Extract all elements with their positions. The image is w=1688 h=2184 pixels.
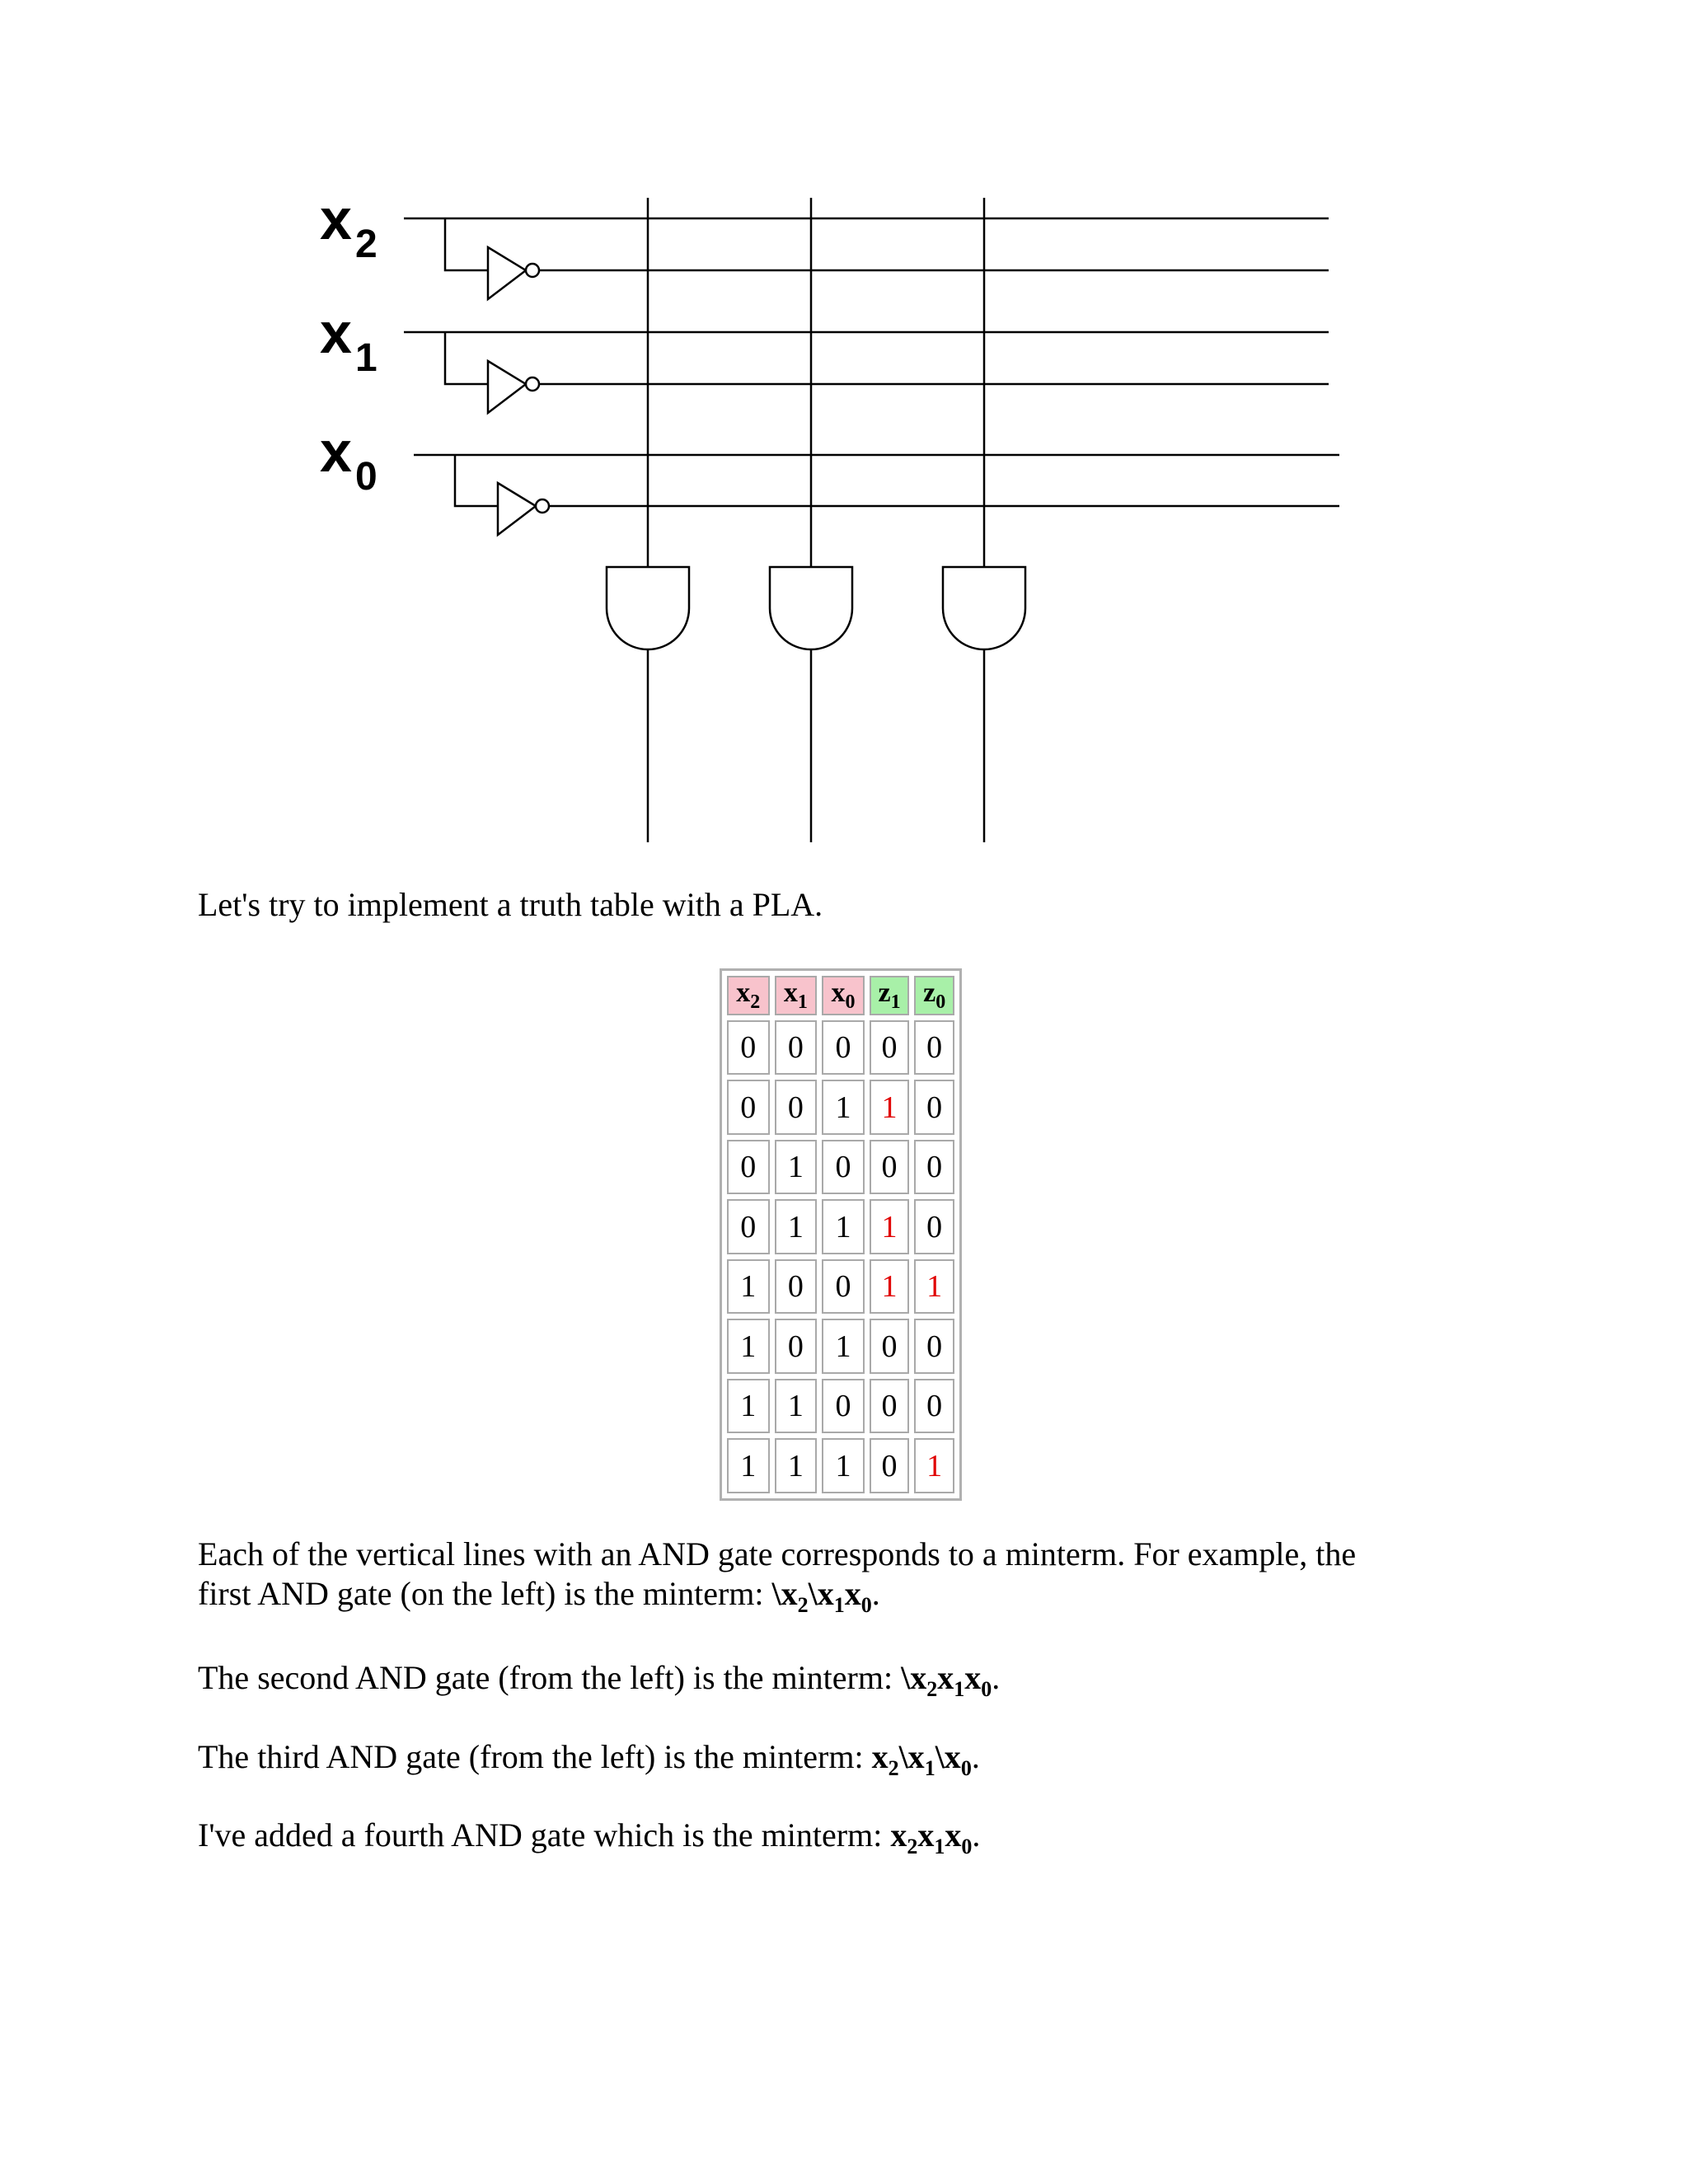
table-cell: 1 <box>822 1199 865 1254</box>
x1-inverter-bubble <box>526 377 539 391</box>
and-gate-1-icon <box>607 567 689 649</box>
period: . <box>871 1575 880 1612</box>
table-cell: 0 <box>914 1319 954 1374</box>
pla-diagram <box>0 0 1688 865</box>
table-row <box>727 1080 954 1135</box>
paragraph-minterm-intro <box>198 1535 1356 1625</box>
table-cell: 1 <box>727 1379 770 1434</box>
table-cell: 1 <box>914 1438 954 1493</box>
x1-inverter-icon <box>488 361 526 413</box>
table-cell: 0 <box>775 1259 818 1315</box>
table-cell: 0 <box>870 1020 910 1076</box>
minterm-subscript: 1 <box>833 1593 845 1617</box>
table-cell: 1 <box>727 1319 770 1374</box>
table-cell: 0 <box>727 1140 770 1195</box>
minterm-variable: x <box>890 1816 907 1854</box>
table-cell: 0 <box>727 1020 770 1076</box>
minterm-1 <box>771 1575 872 1617</box>
table-cell: 0 <box>727 1080 770 1135</box>
minterm-variable: x <box>844 1575 861 1612</box>
table-row <box>727 1319 954 1374</box>
table-cell: 1 <box>822 1080 865 1135</box>
table-cell: 0 <box>822 1259 865 1315</box>
minterm-2 <box>901 1659 992 1701</box>
and-gate-3-icon <box>943 567 1025 649</box>
table-row <box>727 1379 954 1434</box>
table-cell: 0 <box>822 1140 865 1195</box>
minterm-variable: x <box>945 1816 962 1854</box>
x1-branch-line <box>445 332 488 384</box>
x0-inverter-bubble <box>536 499 549 513</box>
pla-wiring <box>404 198 1339 842</box>
paragraph-1-line-2: first AND gate (on the left) is the minterm: <box>198 1575 772 1612</box>
table-cell: 0 <box>914 1080 954 1135</box>
paragraph-1-line-1: Each of the vertical lines with an AND gate corresponds to a minterm. For example, the <box>198 1535 1357 1572</box>
minterm-subscript: 2 <box>926 1677 938 1701</box>
table-cell: 0 <box>870 1379 910 1434</box>
minterm-variable: \x <box>898 1738 925 1775</box>
table-cell: 0 <box>914 1140 954 1195</box>
minterm-variable: x <box>964 1659 982 1696</box>
table-cell: 1 <box>727 1259 770 1315</box>
truth-table-header-row <box>727 976 954 1015</box>
table-cell: 1 <box>775 1140 818 1195</box>
minterm-variable: x <box>871 1738 889 1775</box>
period: . <box>992 1659 1001 1696</box>
paragraph-2-text: The second AND gate (from the left) is the minterm: <box>198 1659 902 1696</box>
table-cell: 0 <box>914 1379 954 1434</box>
table-cell: 0 <box>775 1080 818 1135</box>
minterm-subscript: 0 <box>961 1835 973 1858</box>
paragraph-3-text: The third AND gate (from the left) is the minterm: <box>198 1738 872 1775</box>
minterm-variable: x <box>937 1659 954 1696</box>
table-cell: 1 <box>870 1080 910 1135</box>
minterm-variable: x <box>917 1816 935 1854</box>
input-label-x2: $x_2$ <box>320 187 377 266</box>
table-row <box>727 1438 954 1493</box>
period: . <box>971 1738 980 1775</box>
x2-branch-line <box>445 218 488 270</box>
minterm-subscript: 1 <box>954 1677 965 1701</box>
table-cell: 1 <box>822 1319 865 1374</box>
table-cell: 1 <box>775 1438 818 1493</box>
truth-table-header-x1: $x_1$ <box>775 976 818 1015</box>
minterm-subscript: 1 <box>924 1756 935 1780</box>
x2-inverter-bubble <box>526 264 539 277</box>
paragraph-second-gate <box>198 1658 1000 1709</box>
minterm-3 <box>871 1738 972 1780</box>
table-row <box>727 1259 954 1315</box>
table-cell: 1 <box>914 1259 954 1315</box>
input-label-x0: $x_0$ <box>320 419 377 499</box>
table-row <box>727 1199 954 1254</box>
x0-inverter-icon <box>498 483 536 535</box>
truth-table-header-x0: $x_0$ <box>822 976 865 1015</box>
table-cell: 1 <box>870 1199 910 1254</box>
table-row <box>727 1020 954 1076</box>
table-cell: 0 <box>870 1438 910 1493</box>
minterm-subscript: 1 <box>934 1835 945 1858</box>
minterm-subscript: 0 <box>960 1756 972 1780</box>
paragraph-third-gate <box>198 1737 980 1788</box>
table-cell: 1 <box>775 1199 818 1254</box>
minterm-subscript: 0 <box>981 1677 992 1701</box>
table-cell: 0 <box>727 1199 770 1254</box>
minterm-variable: \x <box>808 1575 834 1612</box>
minterm-4 <box>890 1816 973 1858</box>
table-cell: 0 <box>775 1319 818 1374</box>
table-cell: 1 <box>727 1438 770 1493</box>
minterm-subscript: 2 <box>907 1835 918 1858</box>
table-cell: 0 <box>914 1020 954 1076</box>
paragraph-4-text: I've added a fourth AND gate which is the minterm: <box>198 1816 891 1854</box>
intro-text: Let's try to implement a truth table with a PLA. <box>198 886 823 923</box>
table-cell: 0 <box>870 1140 910 1195</box>
and-gate-2-icon <box>770 567 852 649</box>
minterm-variable: \x <box>901 1659 927 1696</box>
x2-inverter-icon <box>488 247 526 299</box>
minterm-variable: \x <box>935 1738 961 1775</box>
table-cell: 1 <box>822 1438 865 1493</box>
table-cell: 0 <box>914 1199 954 1254</box>
paragraph-fourth-gate <box>198 1816 980 1867</box>
table-cell: 0 <box>822 1020 865 1076</box>
truth-table-header-z1: $z_1$ <box>870 976 910 1015</box>
minterm-subscript: 2 <box>797 1593 809 1617</box>
table-cell: 0 <box>870 1319 910 1374</box>
minterm-subscript: 0 <box>860 1593 872 1617</box>
x0-branch-line <box>455 455 498 506</box>
input-label-x1: $x_1$ <box>320 301 377 380</box>
minterm-subscript: 2 <box>888 1756 899 1780</box>
truth-table-header-z0: $z_0$ <box>914 976 954 1015</box>
truth-table <box>720 968 962 1501</box>
period: . <box>972 1816 981 1854</box>
table-cell: 0 <box>822 1379 865 1434</box>
table-row <box>727 1140 954 1195</box>
table-cell: 0 <box>775 1020 818 1076</box>
truth-table-header-x2: $x_2$ <box>727 976 770 1015</box>
minterm-variable: \x <box>771 1575 798 1612</box>
table-cell: 1 <box>870 1259 910 1315</box>
table-cell: 1 <box>775 1379 818 1434</box>
